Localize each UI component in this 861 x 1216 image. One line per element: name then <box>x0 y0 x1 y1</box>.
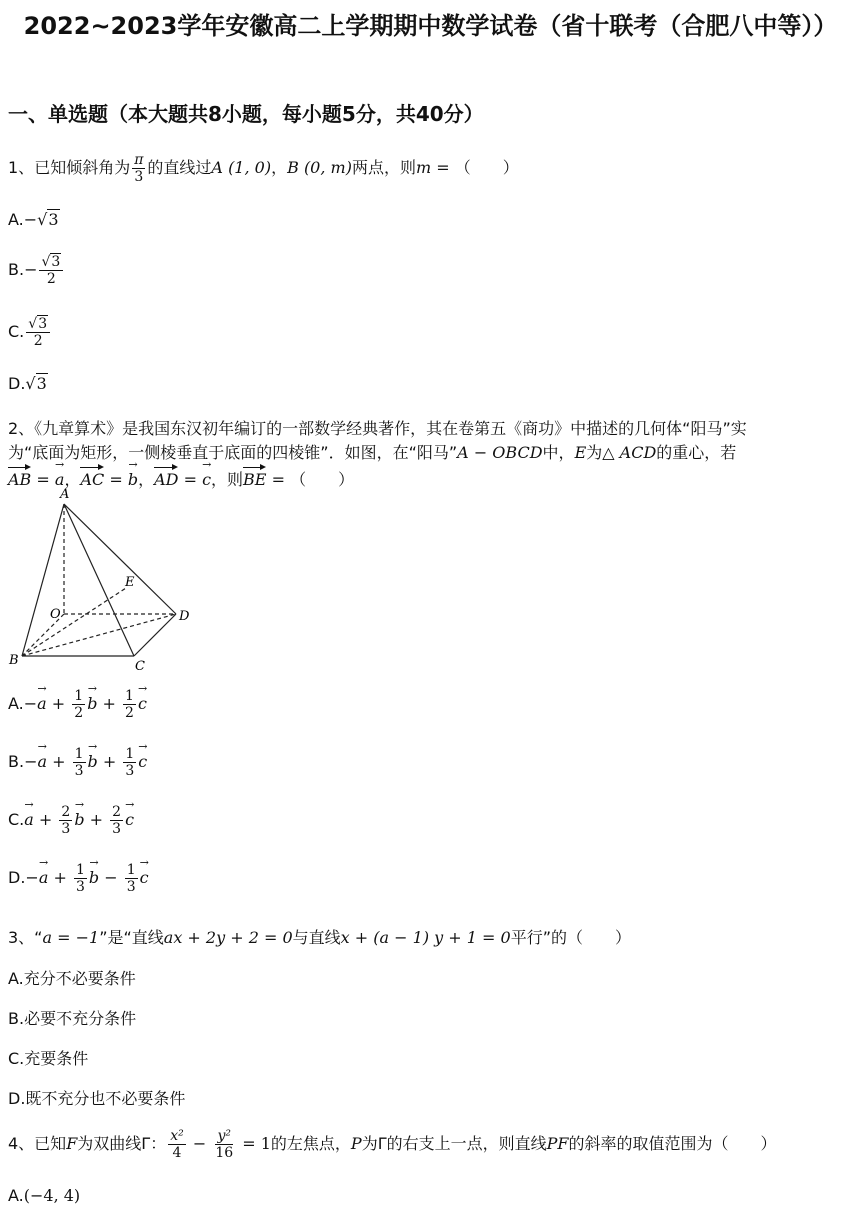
q1-option-c: C. $\frac{√3}{2}$ <box>8 316 52 349</box>
q4-option-a: A.(−4, 4) <box>8 1186 81 1205</box>
question-3: 3、“a = −1”是“直线ax + 2y + 2 = 0与直线x + (a − 1) y + 1 = 0平行”的（ ） <box>8 928 631 947</box>
question-1 <box>8 152 519 185</box>
q2-option-b: B.−→ a + $\frac{1}{3}$ → b + $\frac{1}{3}$ → c <box>8 746 147 779</box>
label-d: D <box>179 609 190 624</box>
q2-line-2: 为“底面为矩形，一侧棱垂直于底面的四棱锥”．如图，在“阳马”A − OBCD中，E为△ ACD的重心，若 <box>8 443 737 462</box>
q2-line-1: 2、《九章算术》是我国东汉初年编订的一部数学经典著作，其在卷第五《商功》中描述的几何体“阳马”实 <box>8 419 747 438</box>
vector-ac: AC <box>80 470 105 489</box>
exam-title: 2022~2023学年安徽高二上学期期中数学试卷（省十联考（合肥八中等）） <box>23 12 838 40</box>
q1-text-d: = （ ） <box>431 158 519 177</box>
q2-option-d: D.−→ a + $\frac{1}{3}$ → b − $\frac{1}{3}$ → c <box>8 862 149 895</box>
label-o: O <box>50 607 61 622</box>
q1-text-b: 的直线过 <box>147 158 212 177</box>
question-4: 4、已知F为双曲线Γ： $\frac{\text{x²}}{4}$ − $\frac{\text{y²}}{16}$ = 1的左焦点，P为Γ的右支上一点，则直线PF的斜率的取值范围为（ ） <box>8 1128 777 1161</box>
q1-option-b: B.− $\frac{√3}{2}$ <box>8 254 65 287</box>
vector-ab: AB <box>8 470 32 489</box>
label-b: B <box>9 653 19 668</box>
edge-ad <box>64 504 176 614</box>
q3-option-a: A.充分不必要条件 <box>8 969 136 988</box>
q1-sep: ， <box>271 158 288 177</box>
q2-option-a: A.−→ a + $\frac{1}{2}$ → b + $\frac{1}{2}$ → c <box>8 688 147 721</box>
section-heading: 一、单选题（本大题共8小题，每小题5分，共40分） <box>8 102 484 126</box>
q1-point-a: A (1, 0) <box>211 158 272 177</box>
q1-text-c: 两点，则 <box>351 158 416 177</box>
vector-be: BE <box>243 470 267 489</box>
q1-option-a: A.−√3 <box>8 210 59 229</box>
q1-var: m <box>415 158 432 177</box>
edge-cd <box>134 614 176 656</box>
q2-line-3: AB = → a，AC = → b，AD = → c，则BE = （ ） <box>8 467 354 490</box>
vector-ad: AD <box>154 470 179 489</box>
q3-option-b: B.必要不充分条件 <box>8 1009 137 1028</box>
q1-text-a: 已知倾斜角为 <box>34 158 131 177</box>
pyramid-figure <box>6 486 196 672</box>
q3-option-d: D.既不充分也不必要条件 <box>8 1089 186 1108</box>
label-a: A <box>60 487 70 502</box>
q1-angle-fraction: $\frac{\pi}{3}$ <box>134 152 144 185</box>
label-e: E <box>125 575 135 590</box>
q3-option-c: C.充要条件 <box>8 1049 89 1068</box>
edge-bd <box>22 614 176 656</box>
edge-ac <box>64 504 134 656</box>
q1-number: 1、 <box>8 158 35 177</box>
q1-option-d: D.√3 <box>8 374 47 393</box>
q2-option-c: C.→ a + $\frac{2}{3}$ → b + $\frac{2}{3}$ → c <box>8 804 134 837</box>
label-c: C <box>135 659 145 672</box>
q1-point-b: B (0, m) <box>287 158 352 177</box>
